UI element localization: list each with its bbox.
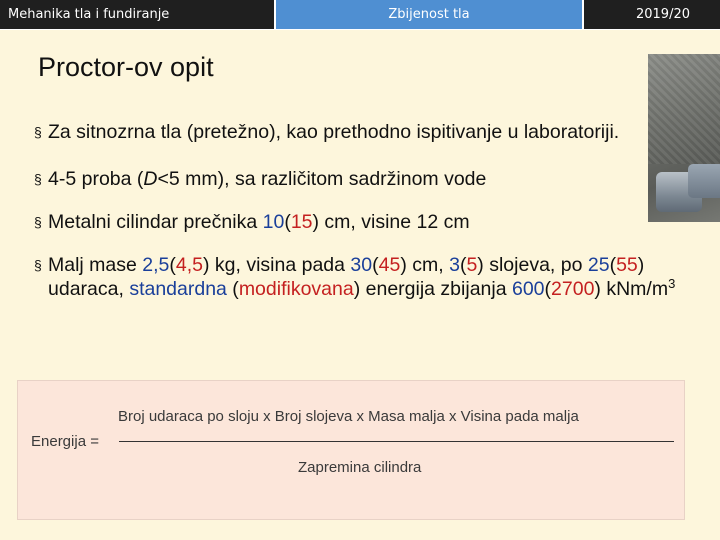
bullet-list <box>34 120 684 301</box>
bullet-item <box>34 253 684 301</box>
bullet-text: ) cm, visine 12 cm <box>312 211 470 233</box>
bullet-text: Malj mase <box>48 254 143 276</box>
standard-value: 30 <box>350 254 373 276</box>
modified-value: 4,5 <box>175 254 203 276</box>
compaction-mold-image-2 <box>688 164 720 198</box>
lecture-topic: Zbijenost tla <box>276 0 582 29</box>
bullet-text: 4-5 proba ( <box>48 168 144 190</box>
standard-value: 600 <box>511 278 545 300</box>
bullet-text: ( <box>372 254 379 276</box>
header-bar <box>0 0 720 30</box>
bullet-text: ( <box>284 211 291 233</box>
modified-label: modifikovana <box>238 278 354 300</box>
formula-lhs: Energija = <box>31 433 99 450</box>
modified-value: 2700 <box>551 278 595 300</box>
modified-value: 45 <box>378 254 401 276</box>
bullet-marker: § <box>34 124 42 140</box>
bullet-marker: § <box>34 171 42 187</box>
standard-value: 2,5 <box>142 254 170 276</box>
fraction-line <box>119 441 674 442</box>
standard-value: 25 <box>587 254 610 276</box>
modified-value: 5 <box>466 254 478 276</box>
modified-value: 15 <box>290 211 313 233</box>
bullet-text: ) kg, visina pada <box>203 254 351 276</box>
bullet-text: ) slojeva, po <box>477 254 588 276</box>
standard-value: 3 <box>449 254 460 276</box>
bullet-item <box>34 210 684 234</box>
bullet-text: ( <box>609 254 617 276</box>
bullet-marker: § <box>34 257 42 273</box>
bullet-text: Za sitnozrna tla (pretežno), kao prethodno ispitivanje u laboratoriji. <box>48 121 620 143</box>
bullet-text: ) energija zbijanja <box>353 278 512 300</box>
slide-title: Proctor-ov opit <box>38 52 214 82</box>
bullet-marker: § <box>34 214 42 230</box>
bullet-text: ) udaraca, <box>48 254 645 300</box>
bullet-text: ( <box>169 254 176 276</box>
diameter-symbol: D <box>143 168 158 190</box>
bullet-text: Metalni cilindar prečnika <box>48 211 263 233</box>
academic-year: 2019/20 <box>584 0 720 29</box>
bullet-text: ( <box>226 278 239 300</box>
standard-label: standardna <box>129 278 227 300</box>
bullet-text: ( <box>459 254 467 276</box>
bullet-text: ) kNm/m <box>594 278 669 300</box>
formula-numerator: Broj udaraca po sloju x Broj slojeva x Masa malja x Visina pada malja <box>118 408 579 425</box>
bullet-item <box>34 167 684 191</box>
standard-value: 10 <box>262 211 285 233</box>
bullet-item <box>34 120 684 144</box>
bullet-text: ( <box>544 278 552 300</box>
formula-denominator: Zapremina cilindra <box>298 459 422 476</box>
energy-formula-box <box>17 380 685 520</box>
bullet-text: <5 mm), sa različitom sadržinom vode <box>157 168 487 190</box>
unit-exponent: 3 <box>668 276 676 291</box>
modified-value: 55 <box>616 254 638 276</box>
course-title: Mehanika tla i fundiranje <box>0 0 274 29</box>
bullet-text: ) cm, <box>400 254 450 276</box>
